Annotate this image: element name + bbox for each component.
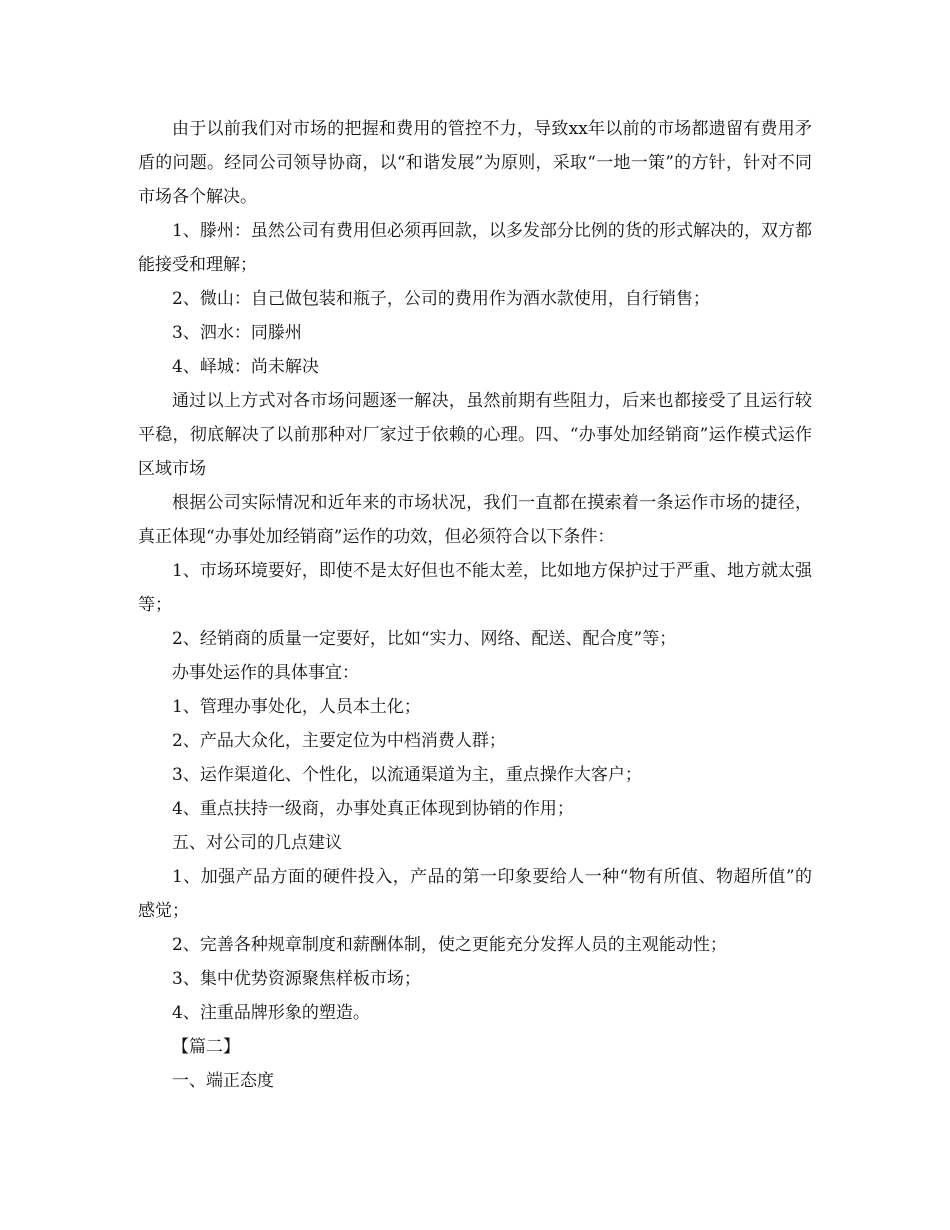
paragraph-resolution-summary: 通过以上方式对各市场问题逐一解决，虽然前期有些阻力，后来也都接受了且运行较平稳，彻底解决了以前那种对厂家过于依赖的心理。四、“办事处加经销商”运作模式运作区域市场 (138, 391, 812, 479)
paragraph-suggestion-1: 1、加强产品方面的硬件投入，产品的第一印象要给人一种“物有所值、物超所值”的感觉； (138, 867, 812, 921)
paragraph-office-matter-1: 1、管理办事处化，人员本土化； (172, 697, 421, 717)
paragraph-tengzhou: 1、滕州：虽然公司有费用但必须再回款，以多发部分比例的货的形式解决的，双方都能接受和理解； (138, 221, 812, 275)
paragraph-yicheng: 4、峄城：尚未解决 (172, 357, 319, 377)
paragraph-attitude-heading: 一、端正态度 (172, 1071, 274, 1091)
paragraph-office-matter-3: 3、运作渠道化、个性化，以流通渠道为主，重点操作大客户； (172, 765, 642, 785)
paragraph-suggestions-heading: 五、对公司的几点建议 (172, 833, 342, 853)
paragraph-condition-2: 2、经销商的质量一定要好，比如“实力、网络、配送、配合度”等； (172, 629, 677, 649)
paragraph-conditions-intro: 根据公司实际情况和近年来的市场状况，我们一直都在摸索着一条运作市场的捷径，真正体现“办事处加经销商”运作的功效，但必须符合以下条件： (138, 493, 812, 547)
paragraph-part-two-heading: 【篇二】 (172, 1037, 240, 1057)
paragraph-office-matter-2: 2、产品大众化，主要定位为中档消费人群； (172, 731, 506, 751)
paragraph-suggestion-3: 3、集中优势资源聚焦样板市场； (172, 969, 421, 989)
paragraph-weishan: 2、微山：自己做包装和瓶子，公司的费用作为酒水款使用，自行销售； (172, 289, 710, 309)
paragraph-condition-1: 1、市场环境要好，即使不是太好但也不能太差，比如地方保护过于严重、地方就太强等； (138, 561, 812, 615)
paragraph-office-matter-4: 4、重点扶持一级商，办事处真正体现到协销的作用； (172, 799, 574, 819)
paragraph-office-matters-heading: 办事处运作的具体事宜： (172, 663, 359, 683)
paragraph-intro: 由于以前我们对市场的把握和费用的管控不力，导致xx年以前的市场都遗留有费用矛盾的问题。经同公司领导协商，以“和谐发展”为原则，采取“一地一策”的方针，针对不同市场各个解决。 (138, 119, 812, 207)
paragraph-suggestion-4: 4、注重品牌形象的塑造。 (172, 1003, 370, 1023)
paragraph-suggestion-2: 2、完善各种规章制度和薪酬体制，使之更能充分发挥人员的主观能动性； (172, 935, 727, 955)
paragraph-sishui: 3、泗水：同滕州 (172, 323, 302, 343)
